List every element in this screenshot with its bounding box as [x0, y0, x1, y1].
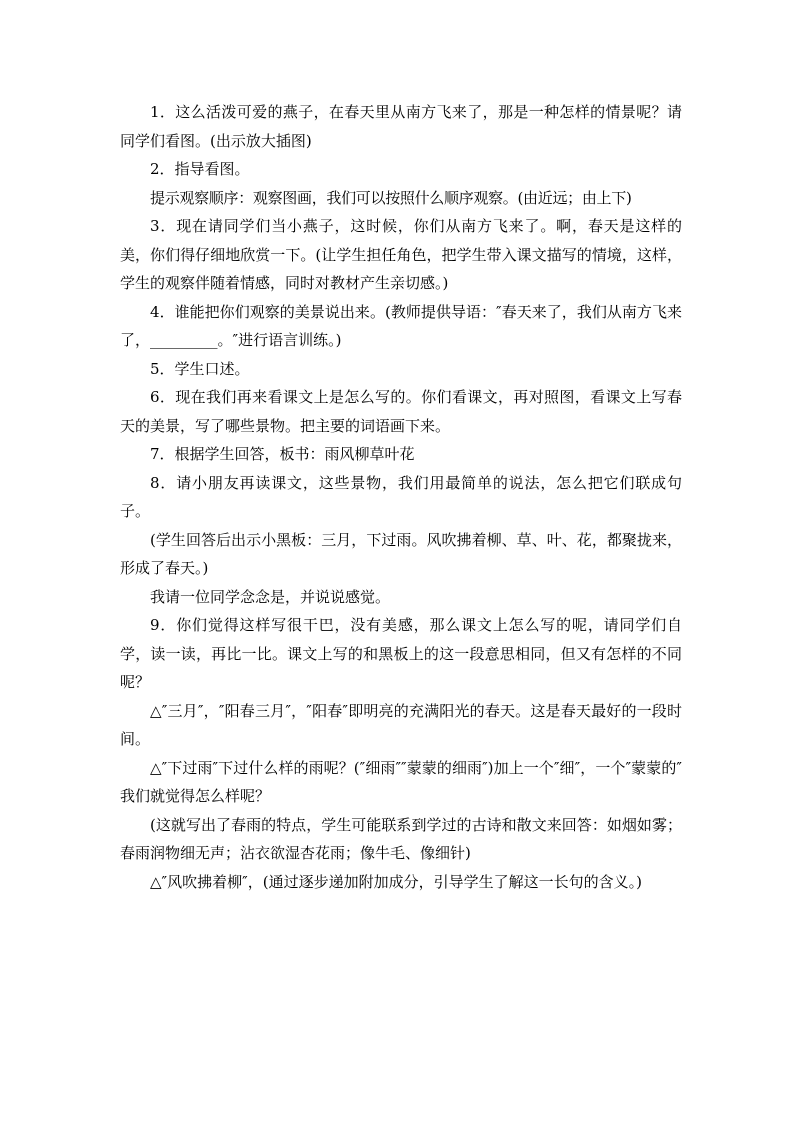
paragraph-10: (学生回答后出示小黑板：三月，下过雨。风吹拂着柳、草、叶、花，都聚拢来，形成了春天。): [120, 530, 682, 577]
paragraph-5: 4．谁能把你们观察的美景说出来。(教师提供导语：″春天来了，我们从南方飞来了，_________。″进行语言训练。): [120, 302, 682, 349]
paragraph-4: 3．现在请同学们当小燕子，这时候，你们从南方飞来了。啊，春天是这样的美，你们得仔细地欣赏一下。(让学生担任角色，把学生带入课文描写的情境，这样，学生的观察伴随着情感，同时对教材产生亲切感。): [120, 217, 682, 292]
paragraph-1: 1．这么活泼可爱的燕子，在春天里从南方飞来了，那是一种怎样的情景呢？请同学们看图。(出示放大插图): [120, 103, 682, 150]
paragraph-14: △″下过雨″下过什么样的雨呢？(″细雨″″蒙蒙的细雨″)加上一个″细″，一个″蒙蒙的″我们就觉得怎么样呢？: [120, 758, 682, 805]
paragraph-11: 我请一位同学念念是，并说说感觉。: [150, 587, 391, 606]
paragraph-12: 9．你们觉得这样写很干巴，没有美感，那么课文上怎么写的呢，请同学们自学，读一读，再比一比。课文上写的和黑板上的这一段意思相同，但又有怎样的不同呢？: [120, 616, 682, 691]
paragraph-7: 6．现在我们再来看课文上是怎么写的。你们看课文，再对照图，看课文上写春天的美景，写了哪些景物。把主要的词语画下来。: [120, 388, 682, 435]
document-body: [120, 98, 682, 896]
paragraph-2: 2．指导看图。: [150, 160, 250, 178]
paragraph-8: 7．根据学生回答，板书：雨风柳草叶花: [150, 445, 415, 463]
paragraph-3: 提示观察顺序：观察图画，我们可以按照什么顺序观察。(由近远；由上下): [150, 188, 632, 207]
paragraph-16: △″风吹拂着柳″，(通过逐步递加附加成分，引导学生了解这一长句的含义。): [150, 872, 642, 891]
paragraph-15: (这就写出了春雨的特点，学生可能联系到学过的古诗和散文来回答：如烟如雾；春雨润物细无声；沾衣欲湿杏花雨；像牛毛、像细针): [120, 815, 682, 862]
paragraph-6: 5．学生口述。: [150, 359, 250, 378]
paragraph-9: 8．请小朋友再读课文，这些景物，我们用最简单的说法，怎么把它们联成句子。: [120, 473, 682, 520]
paragraph-13: △″三月″，″阳春三月″，″阳春″即明亮的充满阳光的春天。这是春天最好的一段时间。: [120, 701, 682, 748]
